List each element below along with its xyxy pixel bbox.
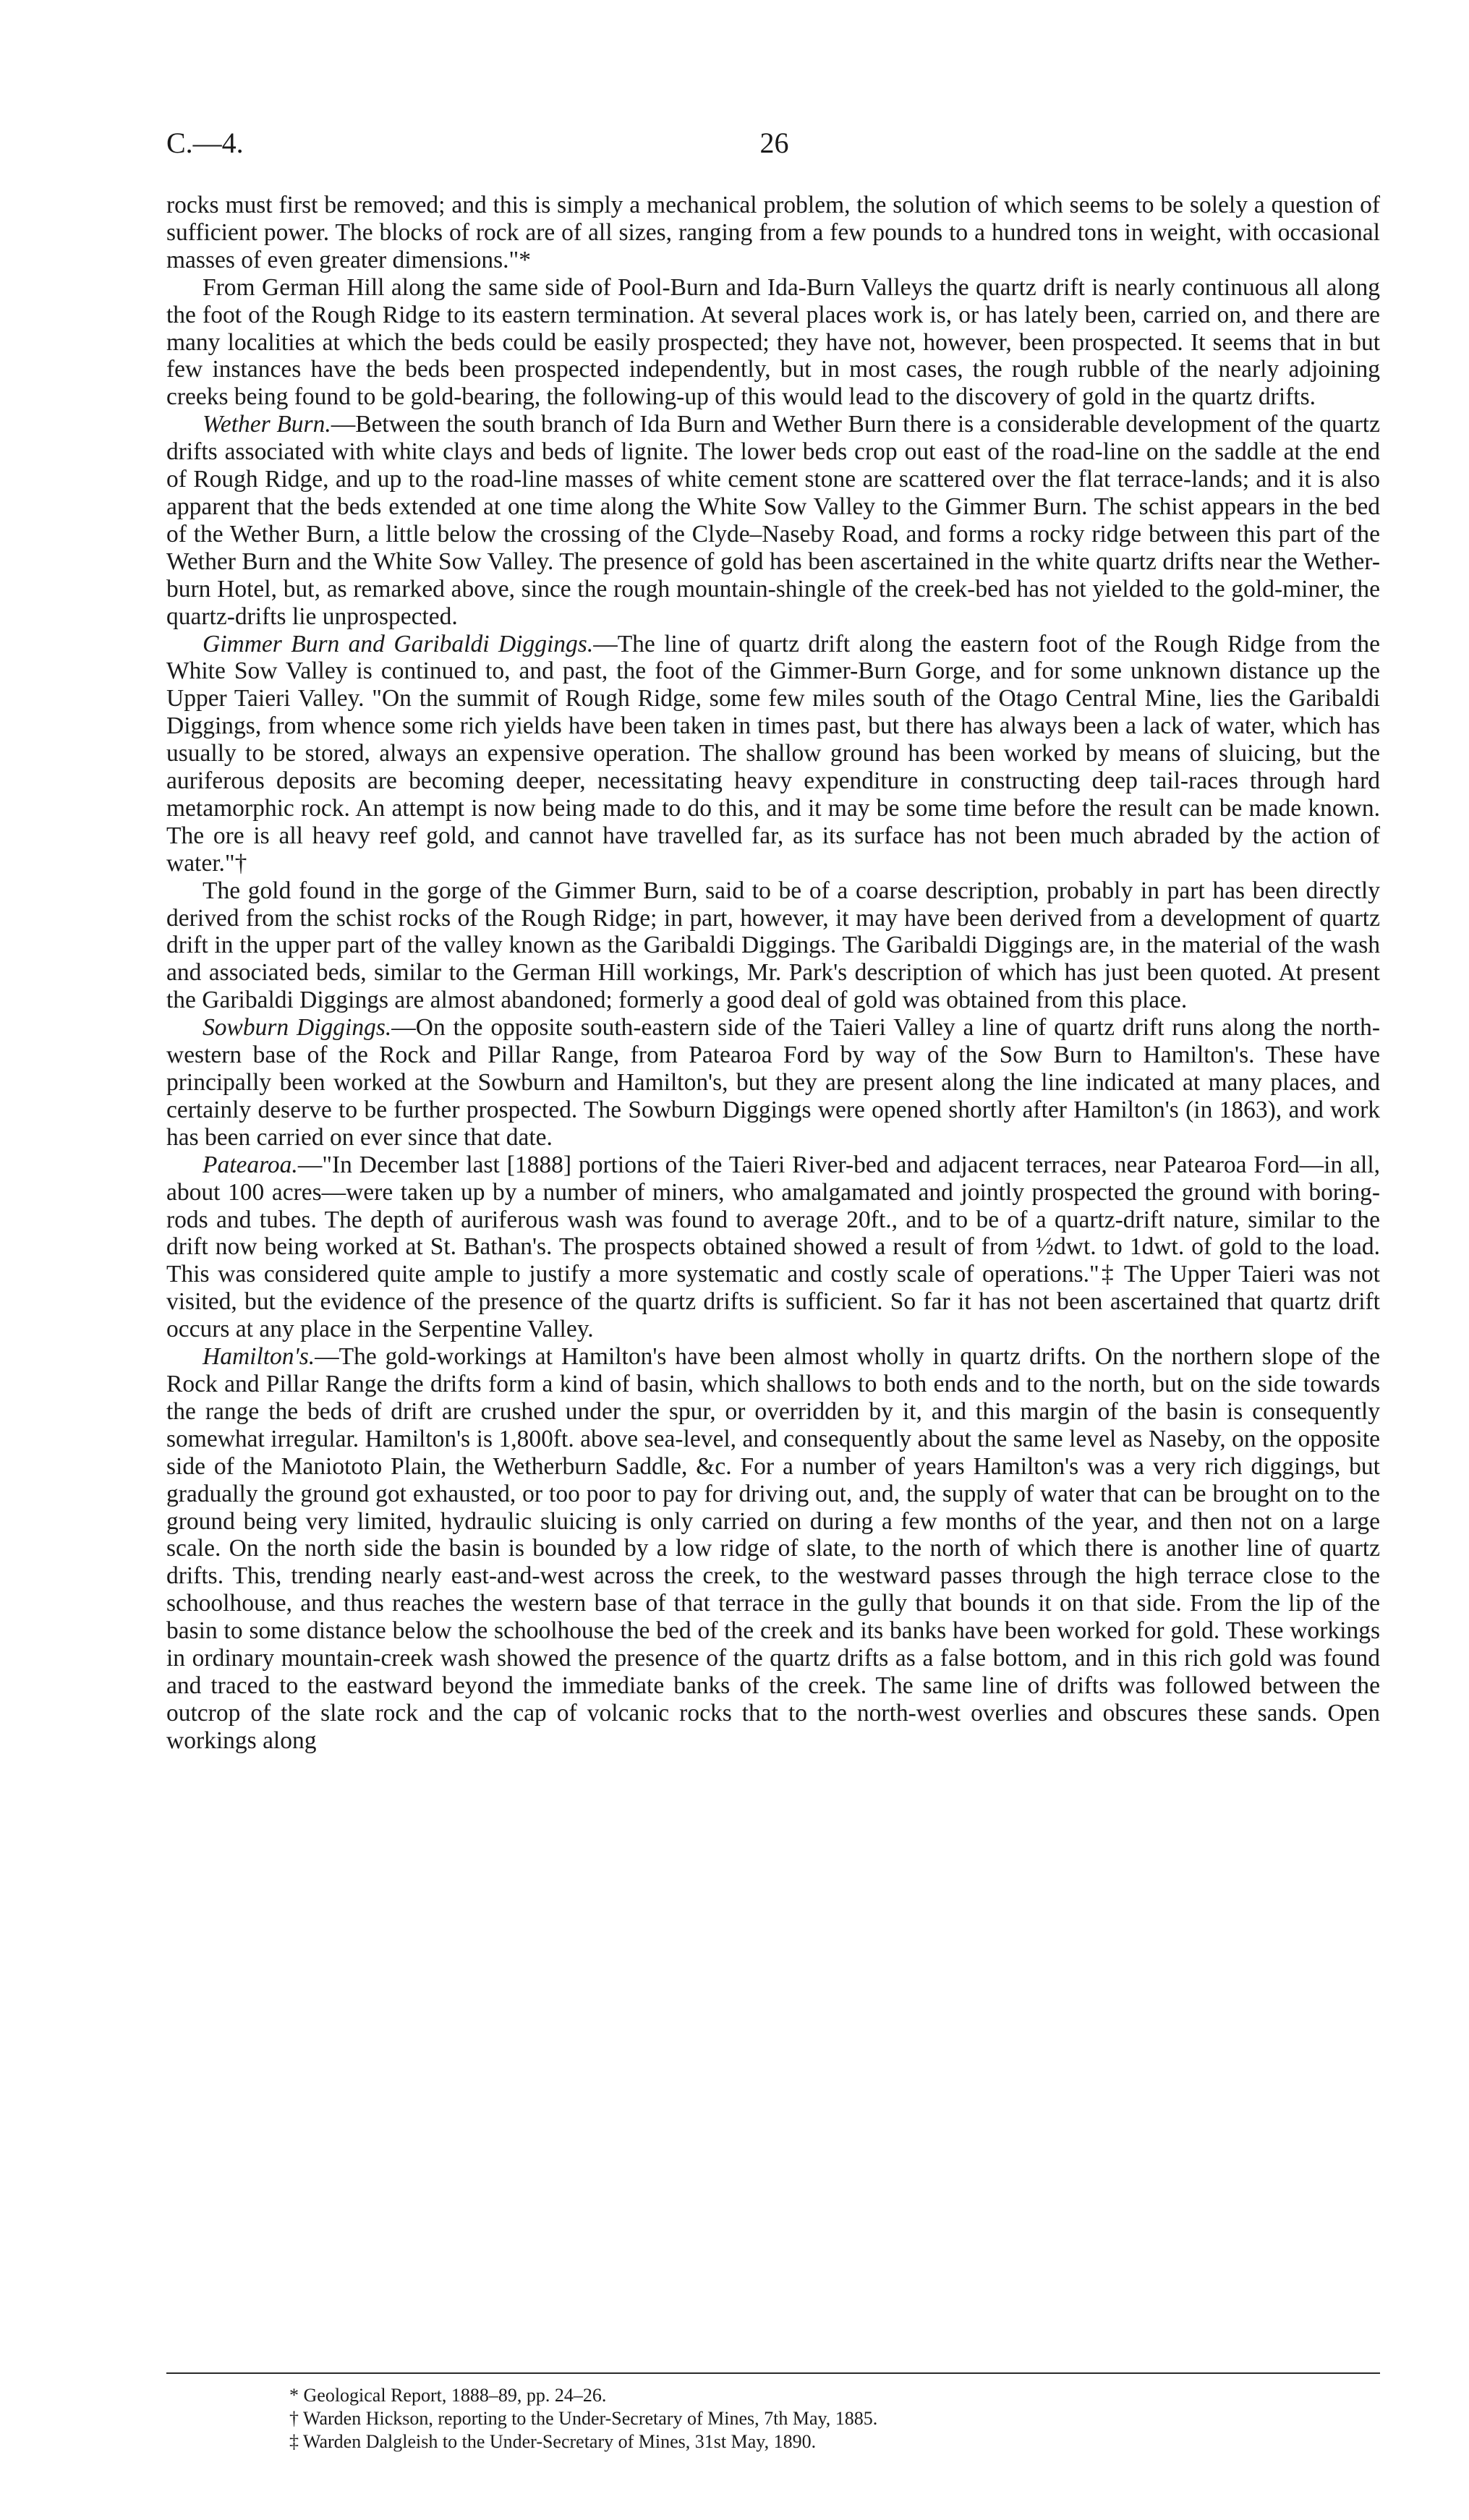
paragraph-patearoa xyxy=(166,1152,1380,1343)
section-heading: Gimmer Burn and Garibaldi Diggings. xyxy=(203,630,594,657)
paragraph-text: —The gold-workings at Hamilton's have been almost wholly in quartz drifts. On the northern slope of the Rock and Pillar Range the drifts form a kind of basin, which shallows to both ends and to the north, but on the side towards the range the beds of drift are crushed under the spur, or overridden by it, and this margin of the basin is consequently somewhat irregular. Hamilton's is 1,800ft. above sea-level, and consequently about the same level as Naseby, on the opposite side of the Maniototo Plain, the Wetherburn Saddle, &c. For a number of years Hamilton's was a very rich diggings, but gradually the ground got exhausted, or too poor to pay for driving out, and, the supply of water that can be brought on to the ground being very limited, hydraulic sluicing is only carried on during a few months of the year, and then not on a large scale. On the north side the basin is bounded by a low ridge of slate, to the north of which there is another line of quartz drifts. This, trending nearly east-and-west across the creek, to the westward passes through the high terrace close to the schoolhouse, and thus reaches the western base of that terrace in the gully that bounds it on that side. From the lip of the basin to some distance below the schoolhouse the bed of the creek and its banks have been worked for gold. These workings in ordinary mountain-creek wash showed the presence of the quartz drifts as a false bottom, and in this rich gold was found and traced to the eastward beyond the immediate banks of the creek. The same line of drifts was followed between the outcrop of the slate rock and the cap of volcanic rocks that to the north-west overlies and obscures these sands. Open workings along xyxy=(166,1343,1380,1754)
paragraph-sowburn xyxy=(166,1014,1380,1152)
section-heading: Patearoa. xyxy=(203,1151,298,1178)
section-heading: Wether Burn. xyxy=(203,411,331,438)
footnote: † Warden Hickson, reporting to the Under-Secretary of Mines, 7th May, 1885. xyxy=(289,2408,878,2429)
body-text xyxy=(166,192,1380,1755)
paragraph-text: —"In December last [1888] portions of the Taieri River-bed and adjacent terraces, near Patearoa Ford—in all, about 100 acres—were taken up by a number of miners, who amalgamated and jointly prospected the ground with boring-rods and tubes. The depth of auriferous wash was found to average 20ft., and to be of a quartz-drift nature, similar to the drift now being worked at St. Bathan's. The prospects obtained showed a result of from ½dwt. to 1dwt. of gold to the load. This was considered quite ample to justify a more systematic and costly scale of operations."‡ The Upper Taieri was not visited, but the evidence of the presence of the quartz drifts is sufficient. So far it has not been ascertained that quartz drift occurs at any place in the Serpentine Valley. xyxy=(166,1151,1380,1343)
paragraph-text: From German Hill along the same side of Pool-Burn and Ida-Burn Valleys the quartz drift is nearly continuous all along the foot of the Rough Ridge to its eastern termination. At several places work is, or has lately been, carried on, and there are many localities at which the beds could be easily prospected; they have not, however, been prospected. It seems that in but few instances have the beds been prospected independently, but in most cases, the rough rubble of the nearly adjoining creeks being found to be gold-bearing, the following-up of this would lead to the discovery of gold in the quartz drifts. xyxy=(166,273,1380,411)
page-number: 26 xyxy=(759,127,789,159)
section-heading: Hamilton's. xyxy=(203,1343,315,1371)
page-header xyxy=(166,122,1382,165)
paragraph-german-hill xyxy=(166,274,1380,412)
document-code: C.—4. xyxy=(166,127,244,159)
paragraph-hamiltons xyxy=(166,1343,1380,1755)
footnotes xyxy=(289,2384,1302,2453)
footnote: * Geological Report, 1888–89, pp. 24–26. xyxy=(289,2385,607,2406)
paragraph-gimmer-burn xyxy=(166,631,1380,877)
footnote: ‡ Warden Dalgleish to the Under-Secretary of Mines, 31st May, 1890. xyxy=(289,2431,817,2452)
paragraph-text: —Between the south branch of Ida Burn and Wether Burn there is a considerable development of the quartz drifts associated with white clays and beds of lignite. The lower beds crop out east of the road-line on the saddle at the end of Rough Ridge, and up to the road-line masses of white cement stone are scattered over the flat terrace-lands; and it is also apparent that the beds extended at one time along the White Sow Valley to the Gimmer Burn. The schist appears in the bed of the Wether Burn, a little below the crossing of the Clyde–Naseby Road, and forms a rocky ridge between this part of the Wether Burn and the White Sow Valley. The presence of gold has been ascertained in the white quartz drifts near the Wether-burn Hotel, but, as remarked above, since the rough mountain-shingle of the creek-bed has not yielded to the gold-miner, the quartz-drifts lie unprospected. xyxy=(166,411,1380,630)
paragraph-wether-burn xyxy=(166,411,1380,630)
section-heading: Sowburn Diggings. xyxy=(203,1014,392,1042)
paragraph-continuation xyxy=(166,192,1380,274)
paragraph-gimmer-gorge xyxy=(166,877,1380,1015)
paragraph-text: —The line of quartz drift along the eastern foot of the Rough Ridge from the White Sow Valley is continued to, and past, the foot of the Gimmer-Burn Gorge, and for some unknown distance up the Upper Taieri Valley. "On the summit of Rough Ridge, some few miles south of the Otago Central Mine, lies the Garibaldi Diggings, from whence some rich yields have been taken in times past, but there has always been a lack of water, which has usually to be stored, always an expensive operation. The shallow ground has been worked by means of sluicing, but the auriferous deposits are becoming deeper, necessitating heavy expenditure in constructing deep tail-races through hard metamorphic rock. An attempt is now being made to do this, and it may be some time before the result can be made known. The ore is all heavy reef gold, and cannot have travelled far, as its surface has not been much abraded by the action of water."† xyxy=(166,630,1381,877)
paragraph-text: The gold found in the gorge of the Gimmer Burn, said to be of a coarse description, probably in part has been directly derived from the schist rocks of the Rough Ridge; in part, however, it may have been derived from a development of quartz drift in the upper part of the valley known as the Garibaldi Diggings. The Garibaldi Diggings are, in the material of the wash and associated beds, similar to the German Hill workings, Mr. Park's description of which has just been quoted. At present the Garibaldi Diggings are almost abandoned; formerly a good deal of gold was obtained from this place. xyxy=(166,877,1380,1014)
paragraph-text: rocks must first be removed; and this is simply a mechanical problem, the solution of which seems to be solely a question of sufficient power. The blocks of rock are of all sizes, ranging from a few pounds to a hundred tons in weight, with occasional masses of even greater dimensions."* xyxy=(166,192,1380,273)
paragraph-text: —On the opposite south-eastern side of the Taieri Valley a line of quartz drift runs along the north-western base of the Rock and Pillar Range, from Patearoa Ford by way of the Sow Burn to Hamilton's. These have principally been worked at the Sowburn and Hamilton's, but they are present along the line indicated at many places, and certainly deserve to be further prospected. The Sowburn Diggings were opened shortly after Hamilton's (in 1863), and work has been carried on ever since that date. xyxy=(166,1014,1380,1151)
footnote-divider xyxy=(166,2372,1380,2374)
